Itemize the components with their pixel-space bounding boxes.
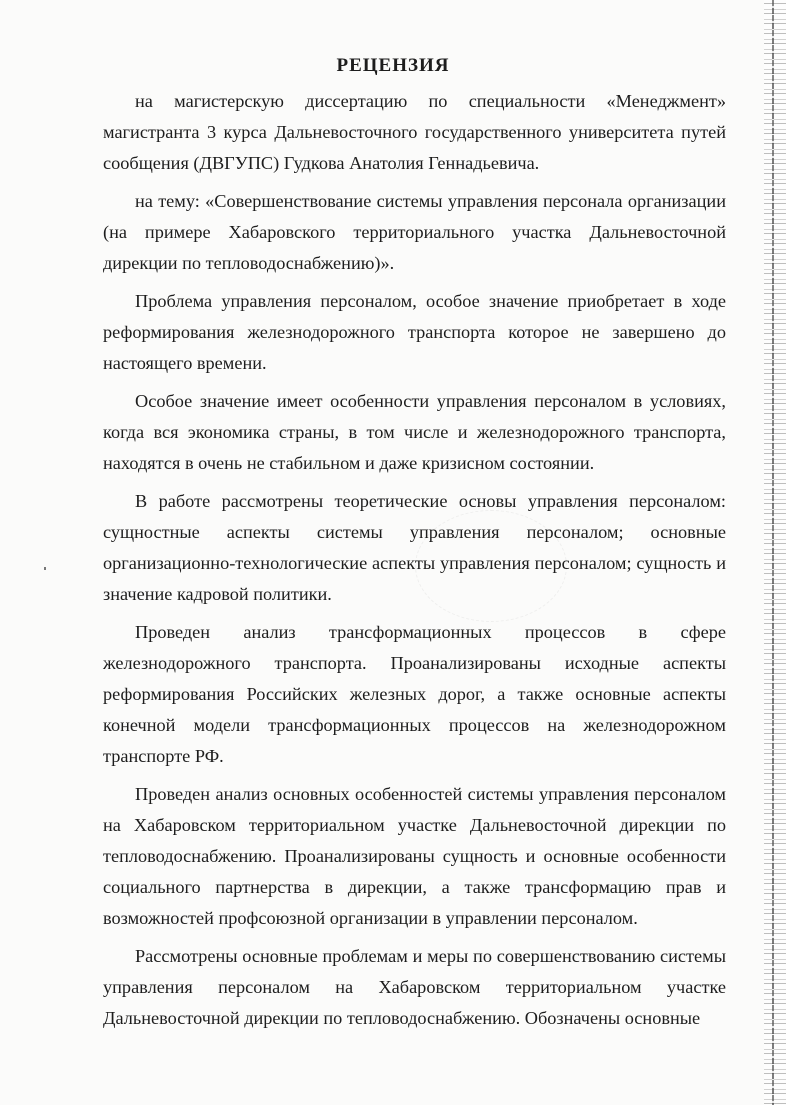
document-title: РЕЦЕНЗИЯ — [336, 55, 450, 76]
scan-edge — [764, 0, 786, 1105]
paragraph-problems-measures: Рассмотрены основные проблемам и меры по совершенствованию системы управления персоналом на Хабаровском территориальном участке Дальневосточной дирекции по тепловодоснабжению. Обозначены основные — [103, 946, 726, 1028]
paragraph-significance: Особое значение имеет особенности управления персоналом в условиях, когда вся экономика страны, в том числе и железнодорожного транспорта, находятся в очень не стабильном и даже кризисном состоянии. — [103, 391, 726, 473]
document-body — [103, 86, 726, 1034]
scan-speck — [44, 567, 46, 570]
paragraph-transformation-analysis: Проведен анализ трансформационных процессов в сфере железнодорожного транспорта. Проанализированы исходные аспекты реформирования Российских железных дорог, а также основные аспекты конечной модели трансформационных процессов на железнодорожном транспорте РФ. — [103, 622, 726, 766]
paragraph-management-analysis: Проведен анализ основных особенностей системы управления персоналом на Хабаровском территориальном участке Дальневосточной дирекции по тепловодоснабжению. Проанализированы сущность и основные особенности социального партнерства в дирекции, а также трансформацию прав и возможностей профсоюзной организации в управлении персоналом. — [103, 784, 726, 928]
scan-edge-line — [772, 0, 774, 1105]
paragraph-intro: на магистерскую диссертацию по специальности «Менеджмент» магистранта 3 курса Дальневосточного государственного университета путей сообщения (ДВГУПС) Гудкова Анатолия Геннадьевича. — [103, 91, 726, 173]
paragraph-topic: на тему: «Совершенствование системы управления персонала организации (на примере Хабаровского территориального участка Дальневосточной дирекции по тепловодоснабжению)». — [103, 191, 726, 273]
paragraph-problem: Проблема управления персоналом, особое значение приобретает в ходе реформирования железнодорожного транспорта которое не завершено до настоящего времени. — [103, 291, 726, 373]
paragraph-theory: В работе рассмотрены теоретические основы управления персоналом: сущностные аспекты системы управления персоналом; основные организационно-технологические аспекты управления персоналом; сущность и значение кадровой политики. — [103, 491, 726, 604]
